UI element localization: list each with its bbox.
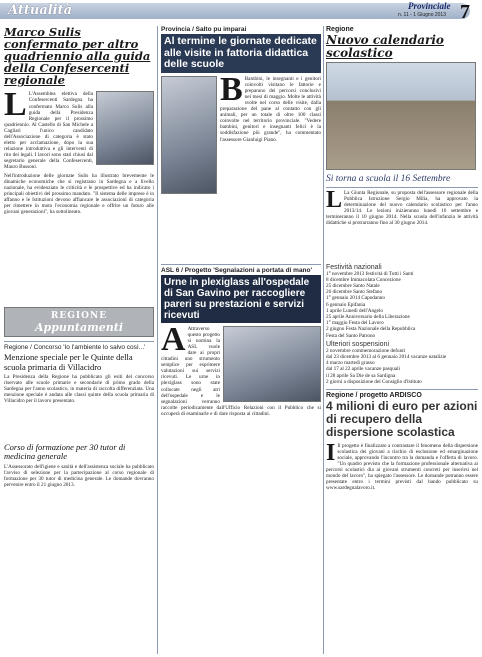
list-item: 2 giugno Festa Nazionale della Repubblica <box>326 326 416 333</box>
newspaper-logo: Provinciale <box>408 1 451 11</box>
rule <box>326 389 478 390</box>
page-header <box>0 0 482 22</box>
section-label: Regione / progetto ARDISCO <box>326 392 422 400</box>
article-lead: L'Assemblea elettiva della Confesercenti Sardegna ha confermato Marco Sulis alla guida della Presidenza Regionale per il prossimo quadriennio. Al Castello di San Michele a Cagliari l'unico candidato dell'Associazione di categoria è stato eletto per acclamazione, dopo la sua relazione introduttiva e gli interventi di rito dei legali. I lavori sono stati chiusi dal segretario generale della Confesercenti, Mauro Bussoni. <box>4 91 93 171</box>
drop-cap: A <box>161 325 186 358</box>
drop-cap: I <box>326 442 336 466</box>
article-body-wrapper <box>4 91 154 303</box>
rule <box>326 187 478 188</box>
column-left <box>4 26 154 526</box>
column-divider <box>157 26 158 654</box>
article-body: L'Assessorato dell'igiene e sanità e dell'assistenza sociale ha pubblicato l'avviso di selezione per la partecipazione al corso regionale di formazione per 30 tutor di medicina generale. Le domande dovranno pervenire entro il 21 giugno 2013. <box>4 463 154 488</box>
article-subhead: Si torna a scuola il 16 Settembre <box>326 174 451 185</box>
column-right <box>326 26 478 593</box>
article-body-wrapper <box>326 443 478 593</box>
article-body-wrapper <box>161 326 321 609</box>
list-item: 8 dicembre Immacolata Concezione <box>326 276 401 283</box>
list-item: il 28 aprile Sa Die de sa Sardigna <box>326 372 396 379</box>
list-title: Festività nazionali <box>326 263 382 271</box>
list-item: 1° maggio Festa del Lavoro <box>326 320 384 327</box>
list-item: 1 aprile Lunedì dell'Angelo <box>326 307 383 314</box>
rule <box>161 264 321 265</box>
article-body: La Giunta Regionale, su proposta dell'assessore regionale della Pubblica Istruzione Sergio Milia, ha approvato la determinazione del nuovo calendario scolastico per l'anno 2013/14. Le lezioni inizieranno lunedì 16 settembre e termineranno il 10 giugno 2014. Nella scuola dell'infanzia le attività didattiche si protrarranno fino al 30 giugno 2014. <box>326 189 478 227</box>
page-number: 7 <box>460 1 470 23</box>
section-title: Attualità <box>8 3 73 18</box>
badge-bottom-label: Appuntamenti <box>34 321 124 335</box>
list-item: 1° novembre 2013 festività di Tutti i Santi <box>326 270 414 277</box>
suspension-list <box>326 348 478 385</box>
list-item: 25 dicembre Santo Natale <box>326 283 380 290</box>
list-item: 1° gennaio 2014 Capodanno <box>326 295 385 302</box>
article-body-wrapper <box>161 76 321 261</box>
section-label: ASL 6 / Progetto 'Segnalazioni a portata di mano' <box>161 266 313 274</box>
rule <box>4 341 154 342</box>
holiday-list <box>326 271 478 339</box>
article-headline: Nuovo calendario scolastico <box>326 33 444 60</box>
article-headline: Menzione speciale per le Quinte della scuola primaria di Villacidro <box>4 352 133 372</box>
column-divider <box>323 26 324 654</box>
article-body: Attraverso questo progetto si nomina la ASL vuole dare ai propri cittadini uno strumento semplice per esprimere valutazioni sui servizi ricevuti. Le urne in plexiglass sono state collocate negli atri dell'ospedale e le segnalazioni verranno raccolte periodicamente dall'Ufficio Relazioni con il Pubblico che si occuperà di esaminarle e di dare risposta ai cittadini. <box>161 325 321 417</box>
list-item: 2 giorni a disposizione del Consiglio d'Istituto <box>326 378 422 385</box>
article-body: La Presidenza della Regione ha pubblicato gli esiti del concorso riservato alle scuole primarie e secondarie di primo grado della Sardegna per l'anno scolastico, in materia di raccolta differenziata. Una menzione speciale è andata alle classi quinte della scuola primaria di Villacidro per il lavoro presentato. <box>4 374 154 405</box>
issue-info: n. 11 - 1 Giugno 2013 <box>398 12 446 18</box>
list-title: Ulteriori sospensioni <box>326 340 390 348</box>
list-item: 6 gennaio Epifania <box>326 301 366 308</box>
urn-photo <box>223 326 321 402</box>
article-headline: Urne in plexiglass all'ospedale di San Gavino per raccogliere pareri su prestazioni e servizi ricevuti <box>161 275 321 323</box>
list-item: 2 novembre commemorazione defunti <box>326 347 406 354</box>
article-body: Nell'introduzione delle giornate Sulis ha illustrato brevemente le dinamiche economiche che si registrano in Sardegna e a livello nazionale, ha evidenziato le criticità e le prospettive ed ha indicato i principali obiettivi del prossimo mandato. "Il sistema delle imprese è in affanno e le Istituzioni devono affiancare le associazioni di categoria per rimettere in moto l'economia regionale e offrire un futuro alle giovani generazioni", ha sottolineato. <box>4 172 154 216</box>
list-item: dal 23 dicembre 2013 al 6 gennaio 2014 vacanze natalizie <box>326 354 447 361</box>
appointments-badge <box>4 307 154 337</box>
article-body: Bambini, le insegnanti e i genitori coinvolti visitano le fattorie e preparano dei percorsi conclusivi nei mesi di maggio. Molte le attività svolte nel corso delle visite, dalla preparazione del pane al contatto con gli animali, per un totale di oltre 100 classi coinvolte nel territorio provinciale. "Vedere bambini, genitori e insegnanti felici è la soddisfazione più grande", ha commentato l'assessore Gianluigi Piano. <box>220 75 321 143</box>
list-item: dal 17 al 22 aprile vacanze pasquali <box>326 366 401 373</box>
section-label: Regione / Concorso 'Io l'ambiente lo salvo così...' <box>4 344 146 352</box>
article-headline: 4 milioni di euro per azioni di recupero della dispersione scolastica <box>326 399 478 440</box>
article-body: Il progetto è finalizzato a contrastare il fenomeno della dispersione scolastica dei giovani a rischio di esclusione ed emarginazione sociale, approvando l'incontro tra la domanda e l'offerta di lavoro. "Un quadro previsto che la formazione professionale alternativa ai percorsi scolastici dia ai giovani strumenti concreti per inserirsi nel mondo del lavoro", ha spiegato l'assessore. Le domande potranno essere presentate entro i termini previsti dal bando pubblicato su www.sardegnalavoro.it. <box>326 442 478 492</box>
badge-top-label: REGIONE <box>50 311 108 322</box>
article-headline: Marco Sulis confermato per altro quadriennio alla guida della Confesercenti regionale <box>4 25 151 88</box>
drop-cap: B <box>220 75 243 108</box>
drop-cap: L <box>4 91 27 124</box>
farm-photo <box>161 76 217 194</box>
article-headline: Corso di formazione per 30 tutor di medicina generale <box>4 442 126 462</box>
column-middle <box>161 26 321 609</box>
article-headline: Al termine le giornate dedicate alle visite in fattoria didattica delle scuole <box>161 34 321 73</box>
portrait-photo <box>96 91 154 165</box>
drop-cap: L <box>326 189 343 213</box>
section-label: Regione <box>326 26 354 33</box>
school-photo <box>326 62 476 170</box>
article-body-wrapper <box>326 190 478 262</box>
list-item: 4 marzo martedì grasso <box>326 360 375 367</box>
list-item: Festa del Santo Patrono <box>326 332 376 339</box>
section-label: Provincia / Salto pu imparai <box>161 26 247 33</box>
list-item: 25 aprile Anniversario della Liberazione <box>326 314 410 321</box>
list-item: 26 dicembre Santo Stefano <box>326 289 383 296</box>
